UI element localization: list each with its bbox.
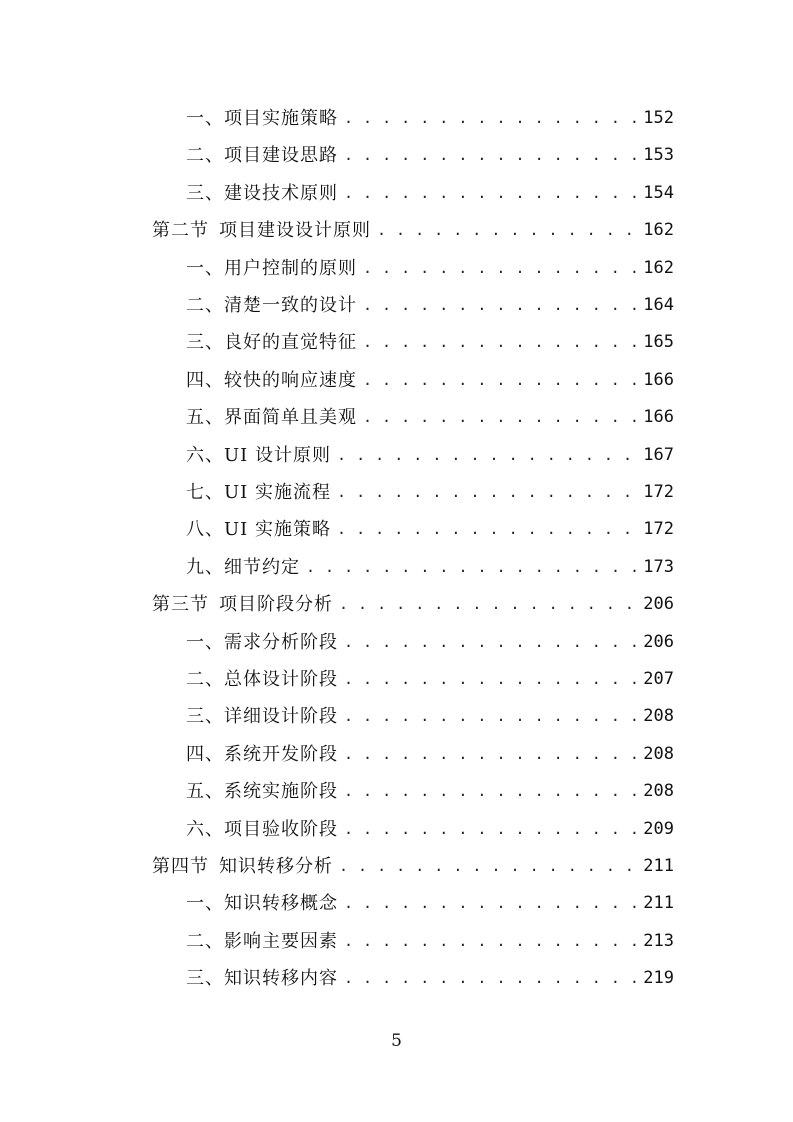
toc-entry-title: 一、需求分析阶段	[186, 631, 338, 653]
toc-entry-row[interactable]	[186, 175, 674, 212]
toc-entry-row[interactable]	[186, 250, 674, 287]
toc-entry-label	[186, 250, 357, 287]
toc-page-number: 165	[643, 332, 674, 353]
toc-page-number: 172	[643, 482, 674, 502]
toc-entry-title: 四、系统开发阶段	[186, 743, 338, 765]
toc-section-number: 第二节	[152, 220, 209, 242]
toc-entry-row[interactable]	[186, 885, 674, 922]
toc-dot-leader	[339, 848, 636, 885]
toc-entry-title: 六、UI 设计原则	[186, 444, 332, 466]
toc-entry-row[interactable]	[186, 811, 674, 848]
toc-dot-leader	[344, 885, 636, 922]
toc-dot-leader	[344, 175, 636, 212]
toc-dot-leader	[344, 811, 636, 848]
toc-entry-title: 二、影响主要因素	[186, 930, 338, 952]
toc-entry-row[interactable]	[186, 324, 674, 361]
toc-entry-title: 项目阶段分析	[219, 594, 333, 616]
toc-entry-row[interactable]	[186, 698, 674, 735]
toc-entry-label	[186, 549, 300, 586]
toc-entry-label	[186, 100, 338, 137]
toc-dot-leader	[363, 324, 636, 361]
toc-dot-leader	[337, 511, 636, 548]
toc-entry-label	[186, 362, 357, 399]
toc-dot-leader	[344, 736, 636, 773]
toc-entry-label	[186, 885, 338, 922]
toc-page-number: 172	[643, 519, 674, 540]
toc-page-number: 162	[643, 220, 674, 241]
toc-section-row[interactable]	[152, 586, 674, 623]
toc-entry-title: 八、UI 实施策略	[186, 519, 332, 541]
toc-section-row[interactable]	[152, 212, 674, 249]
toc-entry-title: 三、知识转移内容	[186, 968, 338, 990]
toc-entry-label	[186, 324, 357, 361]
toc-entry-title: 六、项目验收阶段	[186, 818, 338, 840]
toc-entry-title: 一、项目实施策略	[186, 108, 338, 129]
toc-page-number: 208	[643, 706, 674, 727]
toc-page-number: 211	[643, 856, 674, 876]
toc-page-number: 208	[643, 781, 674, 802]
toc-entry-label	[186, 661, 338, 698]
toc-dot-leader	[344, 923, 636, 960]
toc-entry-label	[186, 175, 338, 212]
toc-entry-title: 四、较快的响应速度	[186, 369, 357, 391]
toc-page-number: 153	[643, 145, 674, 166]
toc-entry-label	[186, 437, 331, 474]
toc-dot-leader	[377, 212, 636, 249]
toc-entry-row[interactable]	[186, 399, 674, 436]
toc-entry-label	[186, 474, 331, 511]
toc-entry-row[interactable]	[186, 100, 674, 137]
toc-dot-leader	[344, 100, 636, 137]
toc-page-number: 152	[643, 108, 674, 128]
toc-dot-leader	[344, 624, 636, 661]
toc-entry-row[interactable]	[186, 437, 674, 474]
toc-dot-leader	[344, 137, 636, 174]
toc-entry-label	[186, 773, 338, 810]
toc-entry-row[interactable]	[186, 923, 674, 960]
toc-entry-row[interactable]	[186, 287, 674, 324]
toc-entry-title: 一、知识转移概念	[186, 893, 338, 915]
toc-entry-title: 七、UI 实施流程	[186, 482, 332, 503]
toc-dot-leader	[306, 549, 636, 586]
toc-entry-row[interactable]	[186, 960, 674, 997]
toc-entry-label	[152, 212, 371, 249]
toc-page-number: 207	[643, 669, 674, 689]
toc-entry-label	[186, 736, 338, 773]
toc-page-number: 166	[643, 407, 674, 428]
toc-entry-title: 知识转移分析	[219, 856, 333, 877]
toc-entry-title: 五、系统实施阶段	[186, 781, 338, 803]
toc-entry-row[interactable]	[186, 736, 674, 773]
toc-dot-leader	[363, 250, 636, 287]
toc-entry-row[interactable]	[186, 549, 674, 586]
toc-entry-row[interactable]	[186, 661, 674, 698]
toc-entry-label	[186, 624, 338, 661]
toc-entry-label	[186, 137, 338, 174]
toc-page-number: 164	[643, 295, 674, 315]
toc-section-number: 第三节	[152, 594, 209, 616]
toc-page-number: 173	[643, 556, 674, 577]
toc-dot-leader	[344, 698, 636, 735]
toc-entry-row[interactable]	[186, 773, 674, 810]
toc-section-row[interactable]	[152, 848, 674, 885]
toc-entry-label	[186, 698, 338, 735]
toc-page-number: 211	[643, 893, 674, 914]
toc-entry-row[interactable]	[186, 511, 674, 548]
toc-entry-label	[186, 811, 338, 848]
page-number: 5	[391, 1031, 402, 1051]
toc-dot-leader	[344, 661, 636, 698]
toc-entry-title: 三、详细设计阶段	[186, 706, 338, 728]
toc-entry-title: 项目建设设计原则	[219, 220, 371, 242]
toc-dot-leader	[363, 399, 636, 436]
toc-entry-label	[152, 848, 333, 885]
toc-dot-leader	[344, 960, 636, 997]
toc-dot-leader	[363, 287, 636, 324]
toc-dot-leader	[337, 474, 636, 511]
toc-entry-label	[186, 399, 357, 436]
toc-page-number: 208	[643, 743, 674, 764]
toc-dot-leader	[339, 586, 636, 623]
toc-page-number: 206	[643, 594, 674, 615]
toc-page-number: 166	[643, 369, 674, 390]
toc-entry-title: 三、建设技术原则	[186, 182, 338, 204]
toc-entry-title: 二、项目建设思路	[186, 145, 338, 167]
toc-entry-title: 五、界面简单且美观	[186, 407, 357, 429]
toc-entry-label	[152, 586, 333, 623]
toc-entry-title: 二、总体设计阶段	[186, 669, 338, 690]
toc-entry-label	[186, 287, 357, 324]
toc-entry-label	[186, 511, 331, 548]
toc-dot-leader	[344, 773, 636, 810]
toc-section-number: 第四节	[152, 856, 209, 877]
toc-entry-label	[186, 960, 338, 997]
toc-page-number: 219	[643, 968, 674, 989]
toc-dot-leader	[337, 437, 636, 474]
toc-entry-row[interactable]	[186, 137, 674, 174]
toc-entry-title: 九、细节约定	[186, 556, 300, 578]
toc-page-number: 206	[643, 631, 674, 652]
toc-entry-row[interactable]	[186, 474, 674, 511]
toc-entry-title: 二、清楚一致的设计	[186, 295, 357, 316]
toc-entry-title: 一、用户控制的原则	[186, 257, 357, 279]
toc-entry-label	[186, 923, 338, 960]
toc-entry-row[interactable]	[186, 624, 674, 661]
toc-page-number: 209	[643, 818, 674, 839]
toc-page-number: 162	[643, 257, 674, 278]
toc-page-number: 154	[643, 182, 674, 203]
toc-entry-row[interactable]	[186, 362, 674, 399]
toc-dot-leader	[363, 362, 636, 399]
toc-page-number: 213	[643, 930, 674, 951]
toc-page-number: 167	[643, 444, 674, 465]
toc-entry-title: 三、良好的直觉特征	[186, 332, 357, 354]
